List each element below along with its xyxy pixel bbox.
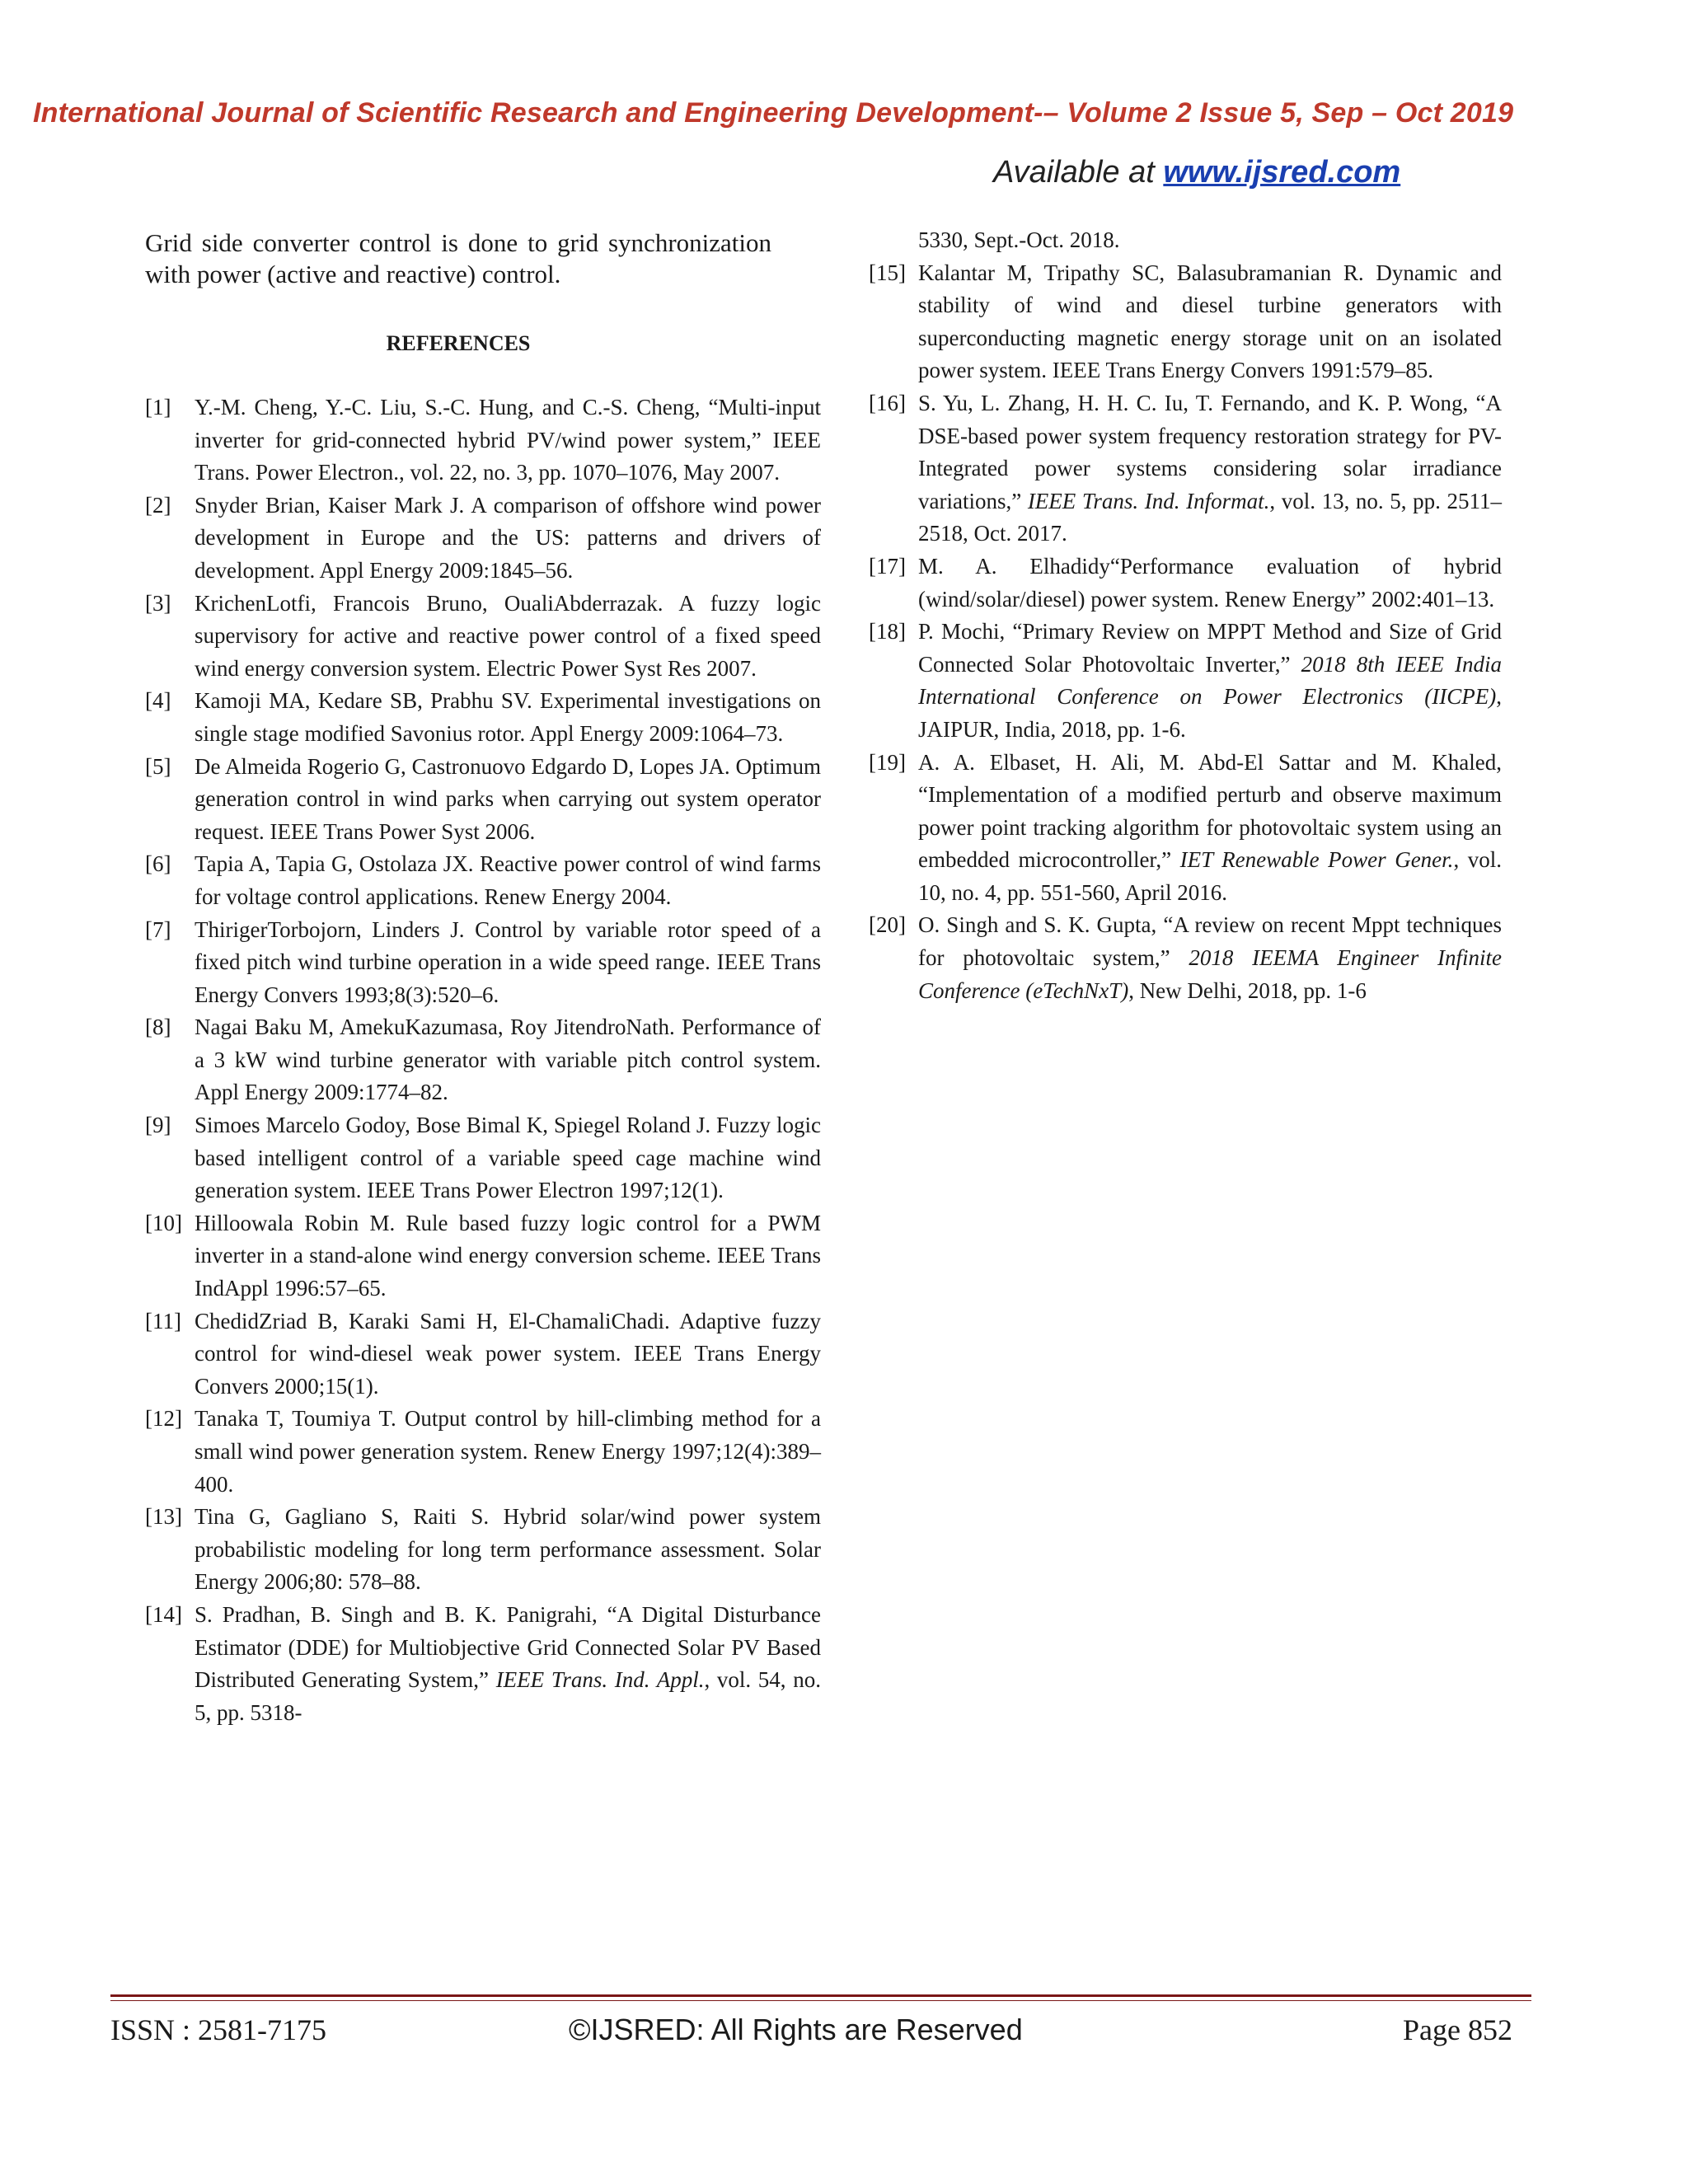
reference-item	[145, 1109, 821, 1207]
reference-venue: IET Renewable Power Gener.	[1179, 847, 1454, 873]
reference-item	[145, 1599, 821, 1729]
reference-text-part: , New Delhi, 2018, pp. 1-6	[1128, 977, 1367, 1003]
reference-item	[145, 1011, 821, 1109]
reference-number: [15]	[869, 260, 906, 285]
footer-copyright: ©IJSRED: All Rights are Reserved	[569, 2013, 1023, 2046]
footer-issn: ISSN : 2581-7175	[110, 2013, 327, 2046]
reference-text: Tapia A, Tapia G, Ostolaza JX. Reactive power control of wind farms for voltage control applications. Renew Energy 2004.	[195, 851, 821, 909]
reference-number: [6]	[145, 851, 171, 877]
reference-text: Kamoji MA, Kedare SB, Prabhu SV. Experimental investigations on single stage modified Savonius rotor. Appl Energy 2009:1064–73.	[195, 688, 821, 746]
reference-number: [13]	[145, 1504, 182, 1530]
reference-number: [10]	[145, 1210, 182, 1235]
reference-number: [12]	[145, 1406, 182, 1432]
reference-number: [11]	[145, 1308, 181, 1333]
reference-number: [19]	[869, 749, 906, 775]
reference-continuation: 5330, Sept.-Oct. 2018.	[918, 227, 1120, 252]
reference-item	[145, 391, 821, 490]
reference-item	[145, 685, 821, 750]
reference-text: ThirigerTorbojorn, Linders J. Control by variable rotor speed of a fixed pitch wind turbine operation in a wide speed range. IEEE Trans Energy Convers 1993;8(3):520–6.	[195, 916, 821, 1007]
left-column	[145, 227, 821, 1729]
reference-text-part: , vol. 10, no. 4, pp. 551-560, April 2016.	[918, 847, 1502, 905]
reference-text-part: S. Yu, L. Zhang, H. H. C. Iu, T. Fernando, and K. P. Wong, “A DSE-based power system frequency restoration strategy for PV-Integrated power systems considering solar irradiance variations,”	[918, 390, 1502, 513]
reference-text-part: A. A. Elbaset, H. Ali, M. Abd-El Sattar and M. Khaled, “Implementation of a modified perturb and observe maximum power point tracking algorithm for photovoltaic system using an embedded microcontroller,”	[918, 749, 1502, 873]
reference-venue: IEEE Trans. Ind. Appl.	[495, 1667, 705, 1693]
reference-number: [8]	[145, 1015, 171, 1040]
reference-number: [7]	[145, 916, 171, 942]
reference-item	[145, 914, 821, 1012]
reference-number: [2]	[145, 492, 171, 518]
reference-text	[918, 387, 1502, 551]
reference-text: De Almeida Rogerio G, Castronuovo Edgardo D, Lopes JA. Optimum generation control in wind parks when carrying out system operator request. IEEE Trans Power Syst 2006.	[195, 753, 821, 844]
reference-text	[918, 747, 1502, 910]
reference-item	[145, 1207, 821, 1305]
reference-item	[869, 616, 1502, 746]
footer-page-number: Page 852	[1403, 2013, 1512, 2046]
reference-text: Snyder Brian, Kaiser Mark J. A comparison of offshore wind power development in Europe and the US: patterns and drivers of development. Appl Energy 2009:1845–56.	[195, 492, 821, 583]
right-column	[869, 224, 1502, 1007]
reference-text: M. A. Elhadidy“Performance evaluation of hybrid (wind/solar/diesel) power system. Renew Energy” 2002:401–13.	[918, 553, 1502, 612]
reference-item	[869, 387, 1502, 551]
reference-text: Tanaka T, Toumiya T. Output control by hill-climbing method for a small wind power generation system. Renew Energy 1997;12(4):389–400.	[195, 1406, 821, 1497]
reference-text: Hilloowala Robin M. Rule based fuzzy logic control for a PWM inverter in a stand-alone wind energy conversion scheme. IEEE Trans IndAppl 1996:57–65.	[195, 1210, 821, 1301]
journal-title: International Journal of Scientific Research and Engineering Development-– Volume 2 Issue 5, Sep – Oct 2019	[33, 97, 1514, 129]
footer-divider-thin	[110, 2000, 1531, 2001]
reference-text: Y.-M. Cheng, Y.-C. Liu, S.-C. Hung, and C.-S. Cheng, “Multi-input inverter for grid-connected hybrid PV/wind power system,” IEEE Trans. Power Electron., vol. 22, no. 3, pp. 1070–1076, May 2007.	[195, 395, 821, 485]
reference-item	[145, 848, 821, 913]
reference-number: [3]	[145, 590, 171, 616]
reference-number: [16]	[869, 390, 906, 415]
reference-text	[195, 1599, 821, 1729]
reference-item	[869, 257, 1502, 387]
reference-text-part: , JAIPUR, India, 2018, pp. 1-6.	[918, 684, 1502, 742]
reference-text: Tina G, Gagliano S, Raiti S. Hybrid solar/wind power system probabilistic modeling for long term performance assessment. Solar Energy 2006;80: 578–88.	[195, 1504, 821, 1595]
reference-item	[145, 1501, 821, 1599]
reference-number: [18]	[869, 619, 906, 644]
reference-number: [9]	[145, 1113, 171, 1138]
references-heading: REFERENCES	[386, 331, 531, 355]
journal-website-link[interactable]: www.ijsred.com	[1163, 155, 1401, 190]
reference-number: [20]	[869, 912, 906, 938]
reference-number: [17]	[869, 553, 906, 579]
reference-item	[145, 588, 821, 686]
reference-text: Nagai Baku M, AmekuKazumasa, Roy JitendroNath. Performance of a 3 kW wind turbine generator with variable pitch control system. Appl Energy 2009:1774–82.	[195, 1015, 821, 1105]
reference-item	[145, 490, 821, 588]
reference-number: [1]	[145, 395, 171, 419]
reference-text-part: , vol. 13, no. 5, pp. 2511–2518, Oct. 2017.	[918, 488, 1502, 546]
reference-number: [5]	[145, 753, 171, 779]
reference-venue: 2018 IEEMA Engineer Infinite Conference (eTechNxT)	[918, 945, 1502, 1003]
reference-item	[145, 1305, 821, 1404]
availability-line	[993, 155, 1400, 190]
reference-venue: 2018 8th IEEE India International Conference on Power Electronics (IICPE)	[918, 651, 1502, 710]
footer-divider	[110, 1994, 1531, 1997]
reference-item	[145, 1403, 821, 1501]
reference-text-part: O. Singh and S. K. Gupta, “A review on recent Mppt techniques for photovoltaic system,”	[918, 912, 1502, 971]
available-prefix: Available at	[993, 155, 1164, 190]
reference-text: ChedidZriad B, Karaki Sami H, El-ChamaliChadi. Adaptive fuzzy control for wind-diesel weak power system. IEEE Trans Energy Convers 2000;15(1).	[195, 1308, 821, 1399]
reference-text: Simoes Marcelo Godoy, Bose Bimal K, Spiegel Roland J. Fuzzy logic based intelligent control of a variable speed cage machine wind generation system. IEEE Trans Power Electron 1997;12(1).	[195, 1113, 821, 1203]
reference-text	[918, 909, 1502, 1007]
reference-item	[145, 751, 821, 849]
reference-number: [14]	[145, 1601, 182, 1627]
reference-text-part: S. Pradhan, B. Singh and B. K. Panigrahi, “A Digital Disturbance Estimator (DDE) for Multiobjective Grid Connected Solar PV Based Distributed Generating System,”	[195, 1601, 821, 1693]
reference-item	[869, 909, 1502, 1007]
reference-text	[918, 616, 1502, 746]
reference-text-part: P. Mochi, “Primary Review on MPPT Method and Size of Grid Connected Solar Photovoltaic Inverter,”	[918, 619, 1502, 677]
reference-venue: IEEE Trans. Ind. Informat.	[1027, 488, 1270, 513]
reference-text: Kalantar M, Tripathy SC, Balasubramanian R. Dynamic and stability of wind and diesel turbine generators with superconducting magnetic energy storage unit on an isolated power system. IEEE Trans Energy Convers 1991:579–85.	[918, 260, 1502, 383]
reference-number: [4]	[145, 688, 171, 714]
reference-text: KrichenLotfi, Francois Bruno, OualiAbderrazak. A fuzzy logic supervisory for active and reactive power control of a fixed speed wind energy conversion system. Electric Power Syst Res 2007.	[195, 590, 821, 681]
intro-paragraph: Grid side converter control is done to grid synchronization with power (active and reactive) control.	[145, 228, 771, 288]
reference-item	[869, 747, 1502, 910]
reference-text-part: , vol. 54, no. 5, pp. 5318-	[195, 1667, 821, 1725]
reference-item	[869, 551, 1502, 616]
